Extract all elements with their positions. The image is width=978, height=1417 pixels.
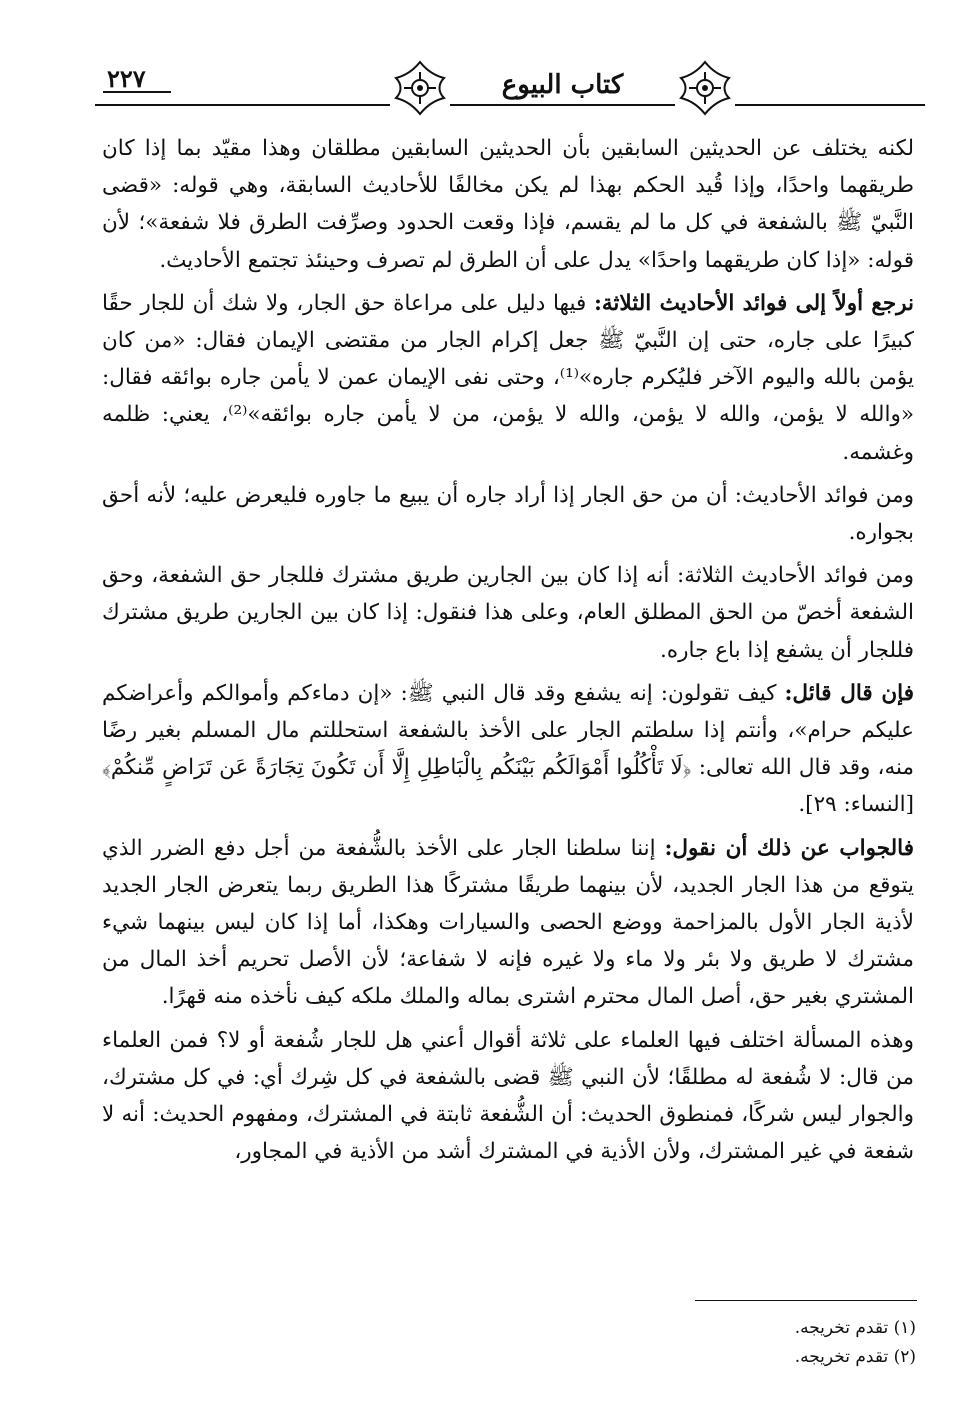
paragraph-text: كيف تقولون: إنه يشفع وقد قال النبي ﷺ: «إن دماءكم وأموالكم وأعراضكم عليكم حرام»، وأنتم إذا سلطتم الجار على الأخذ بالشفعة استحللتم مال المسلم بغير رضًا منه، وقد قال الله تعالى: ﴿لَا تَأْكُلُوا أَمْوَالَكُم بَيْنَكُم بِالْبَاطِلِ إِلَّا أَن تَكُونَ تِجَارَةً عَن تَرَاضٍ مِّنكُمْ﴾ [النساء: ٢٩].	[102, 680, 914, 818]
paragraph-lead: فالجواب عن ذلك أن نقول:	[664, 835, 914, 861]
floral-ornament-icon	[675, 58, 735, 118]
footnotes	[795, 1314, 916, 1372]
chapter-title: كتاب البيوع	[450, 70, 675, 100]
paragraph: لكنه يختلف عن الحديثين السابقين بأن الحديثين السابقين مطلقان وهذا مقيّد بما إذا كان طريقهما واحدًا، وإذا قُيد الحكم بهذا لم يكن مخالفًا للأحاديث السابقة، وهي قوله: «قضى النَّبيّ ﷺ بالشفعة في كل ما لم يقسم، فإذا وقعت الحدود وصرِّفت الطرق فلا شفعة»؛ لأن قوله: «إذا كان طريقهما واحدًا» يدل على أن الطرق لم تصرف وحينئذ تجتمع الأحاديث.	[102, 136, 914, 273]
paragraph: ومن فوائد الأحاديث: أن من حق الجار إذا أراد جاره أن يبيع ما جاوره فليعرض عليه؛ لأنه أحق بجواره.	[102, 482, 914, 546]
footnote-separator	[695, 1300, 917, 1301]
footnote: (١) تقدم تخريجه.	[794, 1318, 916, 1338]
page-header	[95, 58, 925, 120]
main-text	[102, 130, 914, 1176]
paragraph-lead: فإن قال قائل:	[784, 680, 914, 706]
paragraph-text: إننا سلطنا الجار على الأخذ بالشُّفعة من أجل دفع الضرر الذي يتوقع من هذا الجار الجديد، لأن بينهما طريقًا مشتركًا هذا الطريق ربما يتعرض الجار الجديد لأذية الجار الأول بالمزاحمة ووضع الحصى والسيارات وهكذا، أما إذا كان ليس بينهما شيء مشترك لا طريق ولا بئر ولا ماء ولا غيره فإنه لا شفاعة؛ لأن الأصل تحريم أخذ المال من المشتري بغير حق، أصل المال محترم اشترى بماله والملك ملكه كيف نأخذه منه قهرًا.	[102, 835, 914, 1010]
page-number-underline	[103, 91, 171, 93]
paragraph-lead: نرجع أولاً إلى فوائد الأحاديث الثلاثة:	[593, 290, 914, 316]
paragraph: وهذه المسألة اختلف فيها العلماء على ثلاثة أقوال أعني هل للجار شُفعة أو لا؟ فمن العلماء من قال: لا شُفعة له مطلقًا؛ لأن النبي ﷺ قضى بالشفعة في كل شِرك أي: في كل مشترك، والجوار ليس شركًا، فمنطوق الحديث: أن الشُّفعة ثابتة في المشترك، ومفهوم الحديث: أنه لا شفعة في غير المشترك، ولأن الأذية في المشترك أشد من الأذية في المجاور،	[102, 1027, 914, 1165]
paragraph: ومن فوائد الأحاديث الثلاثة: أنه إذا كان بين الجارين طريق مشترك فللجار حق الشفعة، وحق الشفعة أخصّ من الحق المطلق العام، وعلى هذا فنقول: إذا كان بين الجارين طريق مشترك فللجار أن يشفع إذا باع جاره.	[102, 563, 914, 663]
paragraph	[102, 285, 914, 471]
header-rule	[95, 104, 925, 106]
floral-ornament-icon	[390, 58, 450, 118]
footnote: (٢) تقدم تخريجه.	[794, 1347, 916, 1367]
paragraph	[102, 830, 914, 1016]
paragraph	[102, 675, 914, 824]
page-number: ٢٢٧	[107, 64, 146, 93]
paragraph-text: فيها دليل على مراعاة حق الجار، ولا شك أن للجار حقًا كبيرًا على جاره، حتى إن النَّبيّ ﷺ جعل إكرام الجار من مقتضى الإيمان فقال: «من كان يؤمن بالله واليوم الآخر فليُكرم جاره»⁽¹⁾، وحتى نفى الإيمان عمن لا يأمن جاره بوائقه فقال: «والله لا يؤمن، والله لا يؤمن، والله لا يؤمن، من لا يأمن جاره بوائقه»⁽²⁾، يعني: ظلمه وغشمه.	[102, 290, 915, 465]
